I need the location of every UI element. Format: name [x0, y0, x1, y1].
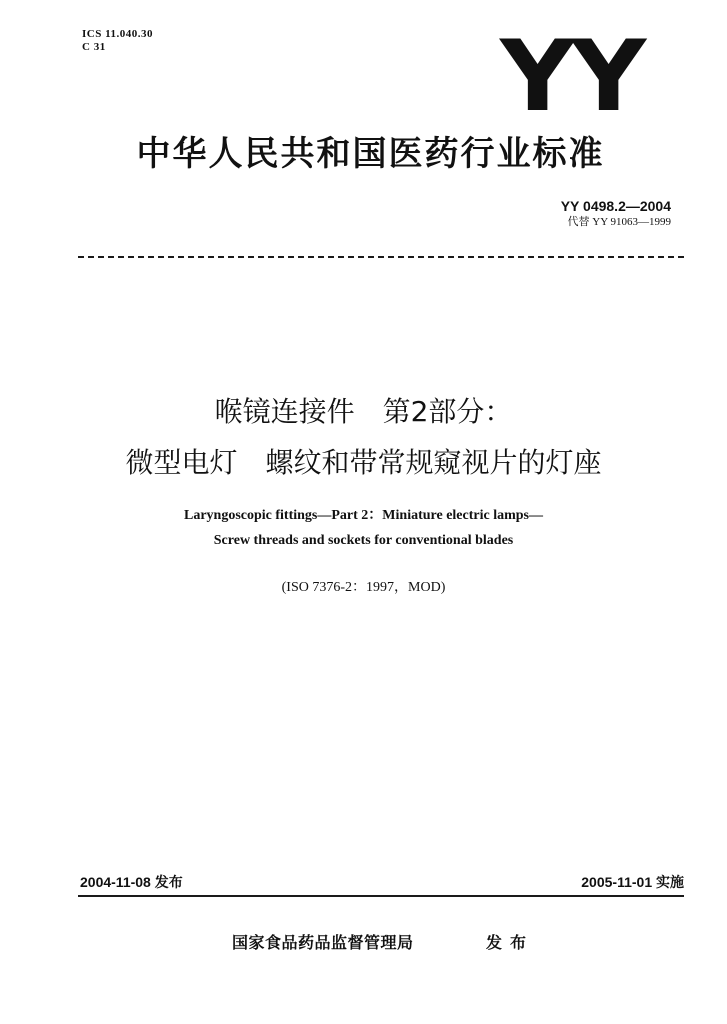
yy-logo: YY [500, 20, 642, 134]
issue-label: 发布 [486, 933, 535, 952]
publish-date: 2004-11-08 发布 [80, 874, 183, 890]
authority-title: 中华人民共和国医药行业标准 [136, 134, 605, 174]
ics-code: ICS 11.040.30 [82, 28, 153, 40]
standard-number: YY 0498.2—2004 [560, 198, 671, 214]
title-en-line1: Laryngoscopic fittings—Part 2：Miniature electric lamps— [183, 508, 544, 523]
header-divider [78, 256, 684, 258]
replaces-standard: 代替 YY 91063—1999 [567, 216, 671, 228]
title-en-line2: Screw threads and sockets for conventional blades [213, 533, 514, 548]
issuing-authority: 国家食品药品监督管理局 [232, 933, 414, 952]
title-zh-line1: 喉镜连接件 第2部分： [214, 395, 513, 428]
implement-date: 2005-11-01 实施 [581, 874, 684, 890]
iso-reference: (ISO 7376-2：1997，MOD) [281, 580, 446, 595]
ccs-code: C 31 [82, 41, 106, 53]
footer-divider [78, 895, 684, 897]
title-zh-line2: 微型电灯 螺纹和带常规窥视片的灯座 [125, 446, 602, 479]
